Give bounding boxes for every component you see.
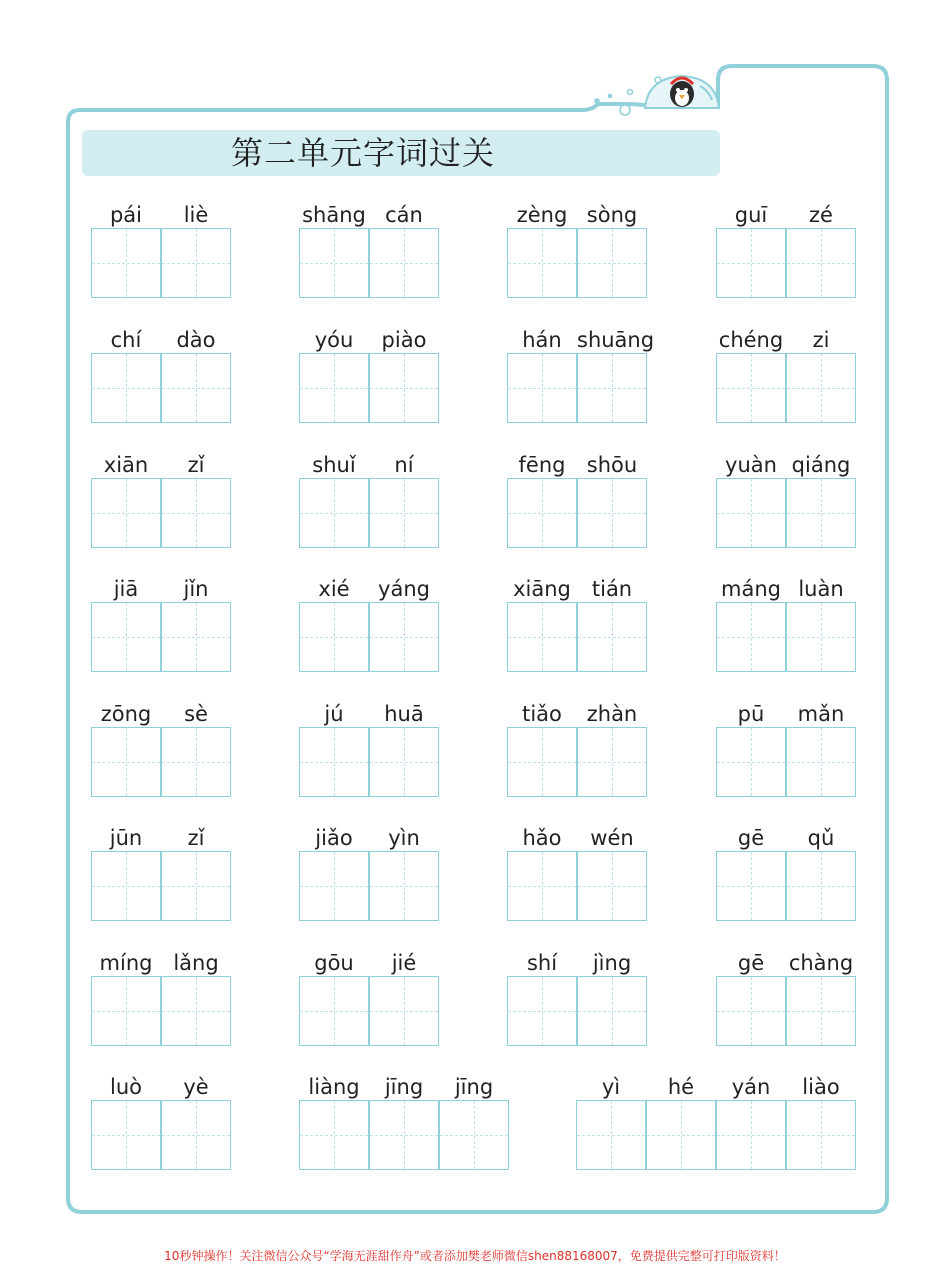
pinyin-label: xié [318, 577, 350, 601]
writing-cell[interactable] [299, 602, 369, 672]
word-box [299, 575, 439, 671]
writing-cell[interactable] [91, 478, 161, 548]
pinyin-label: jīng [454, 1075, 494, 1099]
word-box [716, 824, 856, 920]
pinyin-label: hán [522, 328, 562, 352]
writing-cell[interactable] [716, 851, 786, 921]
writing-cell[interactable] [786, 602, 856, 672]
word-box [299, 949, 439, 1045]
word-box [507, 949, 647, 1045]
word-box [716, 700, 856, 796]
pinyin-label: dào [176, 328, 216, 352]
pinyin-label: cán [385, 203, 423, 227]
writing-cell[interactable] [716, 727, 786, 797]
writing-cell[interactable] [91, 851, 161, 921]
word-box [576, 1073, 856, 1169]
word-box [507, 700, 647, 796]
writing-cell[interactable] [716, 228, 786, 298]
pinyin-label: shuāng [577, 328, 655, 352]
writing-cell[interactable] [161, 851, 231, 921]
writing-cell[interactable] [91, 976, 161, 1046]
writing-cell[interactable] [577, 851, 647, 921]
writing-cell[interactable] [161, 478, 231, 548]
pinyin-label: liào [802, 1075, 840, 1099]
pinyin-label: zǐ [187, 826, 205, 850]
pinyin-label: shí [526, 951, 558, 975]
writing-cell[interactable] [577, 478, 647, 548]
writing-cell[interactable] [299, 727, 369, 797]
word-box [299, 700, 439, 796]
title-banner [82, 130, 720, 176]
pinyin-label: sòng [586, 203, 638, 227]
pinyin-label: jiā [113, 577, 139, 601]
pinyin-label: yè [183, 1075, 209, 1099]
writing-cell[interactable] [716, 602, 786, 672]
pinyin-label: chí [110, 328, 142, 352]
pinyin-label: jú [324, 702, 344, 726]
writing-cell[interactable] [299, 228, 369, 298]
word-box [507, 201, 647, 297]
pinyin-label: wén [590, 826, 634, 850]
pinyin-label: pū [737, 702, 765, 726]
pinyin-label: yán [731, 1075, 771, 1099]
writing-cell[interactable] [91, 353, 161, 423]
pinyin-label: luò [110, 1075, 142, 1099]
pinyin-label: tiǎo [522, 702, 562, 726]
writing-cell[interactable] [299, 353, 369, 423]
writing-cell[interactable] [161, 353, 231, 423]
writing-cell[interactable] [369, 602, 439, 672]
pinyin-label: huā [384, 702, 424, 726]
word-box [716, 201, 856, 297]
writing-cell[interactable] [299, 851, 369, 921]
pinyin-label: jǐn [183, 577, 209, 601]
pinyin-label: fēng [518, 453, 566, 477]
writing-cell[interactable] [161, 228, 231, 298]
pinyin-label: qiáng [791, 453, 851, 477]
writing-cell[interactable] [369, 727, 439, 797]
writing-cell[interactable] [507, 602, 577, 672]
pinyin-label: zèng [516, 203, 568, 227]
writing-cell[interactable] [716, 1100, 786, 1170]
writing-cell[interactable] [646, 1100, 716, 1170]
writing-cell[interactable] [576, 1100, 646, 1170]
pinyin-label: piào [381, 328, 427, 352]
pinyin-label: liàng [308, 1075, 360, 1099]
writing-cell[interactable] [716, 353, 786, 423]
writing-cell[interactable] [299, 976, 369, 1046]
writing-cell[interactable] [161, 1100, 231, 1170]
writing-cell[interactable] [299, 478, 369, 548]
writing-cell[interactable] [369, 851, 439, 921]
writing-cell[interactable] [507, 228, 577, 298]
word-box [716, 575, 856, 671]
pinyin-label: liè [183, 203, 209, 227]
writing-cell[interactable] [786, 1100, 856, 1170]
pinyin-label: gōu [314, 951, 354, 975]
writing-cell[interactable] [716, 478, 786, 548]
footer-note: 10秒钟操作！关注微信公众号“学海无涯甜作舟”或者添加樊老师微信shen88168007，免费提供完整可打印版资料！ [164, 1249, 786, 1263]
word-box [91, 575, 231, 671]
pinyin-label: chàng [788, 951, 854, 975]
word-box [299, 824, 439, 920]
pinyin-label: zōng [100, 702, 152, 726]
writing-cell[interactable] [786, 976, 856, 1046]
word-box [91, 451, 231, 547]
writing-cell[interactable] [716, 976, 786, 1046]
pinyin-label: jiǎo [315, 826, 353, 850]
writing-cell[interactable] [161, 727, 231, 797]
writing-cell[interactable] [507, 976, 577, 1046]
word-box [507, 451, 647, 547]
pinyin-label: zé [809, 203, 833, 227]
pinyin-label: jié [391, 951, 417, 975]
penguin-icon [645, 76, 719, 108]
pinyin-label: jūn [109, 826, 143, 850]
writing-cell[interactable] [91, 602, 161, 672]
pinyin-label: hǎo [522, 826, 562, 850]
word-box [716, 949, 856, 1045]
writing-cell[interactable] [577, 353, 647, 423]
writing-cell[interactable] [786, 478, 856, 548]
writing-cell[interactable] [507, 727, 577, 797]
pinyin-label: luàn [798, 577, 844, 601]
writing-cell[interactable] [161, 602, 231, 672]
pinyin-label: guī [734, 203, 768, 227]
pinyin-label: ní [394, 453, 414, 477]
pinyin-label: míng [99, 951, 153, 975]
writing-cell[interactable] [369, 228, 439, 298]
pinyin-label: shāng [302, 203, 366, 227]
pinyin-label: hé [667, 1075, 695, 1099]
writing-cell[interactable] [507, 851, 577, 921]
pinyin-label: lǎng [173, 951, 219, 975]
pinyin-label: yóu [314, 328, 354, 352]
pinyin-label: yì [601, 1075, 621, 1099]
writing-cell[interactable] [369, 1100, 439, 1170]
word-box [299, 451, 439, 547]
pinyin-label: zhàn [586, 702, 638, 726]
word-box [91, 326, 231, 422]
word-box [716, 326, 856, 422]
pinyin-label: zi [812, 328, 830, 352]
pinyin-label: yuàn [725, 453, 777, 477]
word-box [91, 700, 231, 796]
writing-cell[interactable] [507, 478, 577, 548]
word-box [91, 201, 231, 297]
pinyin-label: pái [109, 203, 143, 227]
pinyin-label: sè [184, 702, 208, 726]
word-box [716, 451, 856, 547]
word-box [299, 201, 439, 297]
writing-cell[interactable] [91, 1100, 161, 1170]
writing-cell[interactable] [786, 228, 856, 298]
pinyin-label: mǎn [797, 702, 845, 726]
writing-cell[interactable] [786, 353, 856, 423]
pinyin-label: tián [591, 577, 633, 601]
pinyin-label: máng [721, 577, 781, 601]
word-box [91, 949, 231, 1045]
pinyin-label: shōu [586, 453, 638, 477]
word-box [91, 824, 231, 920]
writing-cell[interactable] [439, 1100, 509, 1170]
writing-cell[interactable] [369, 976, 439, 1046]
writing-cell[interactable] [161, 976, 231, 1046]
word-box [299, 1073, 509, 1169]
pinyin-label: xiān [103, 453, 149, 477]
pinyin-label: jīng [384, 1075, 424, 1099]
writing-cell[interactable] [577, 228, 647, 298]
pinyin-label: xiāng [513, 577, 571, 601]
page-title [82, 130, 720, 176]
pinyin-label: gē [737, 951, 765, 975]
word-box [507, 575, 647, 671]
pinyin-label: chéng [718, 328, 784, 352]
word-box [91, 1073, 231, 1169]
writing-cell[interactable] [577, 602, 647, 672]
pinyin-label: jìng [592, 951, 632, 975]
writing-cell[interactable] [299, 1100, 369, 1170]
writing-cell[interactable] [369, 353, 439, 423]
writing-cell[interactable] [507, 353, 577, 423]
writing-cell[interactable] [91, 727, 161, 797]
pinyin-label: qǔ [807, 826, 835, 850]
writing-cell[interactable] [369, 478, 439, 548]
writing-cell[interactable] [91, 228, 161, 298]
page-title-text: 第二单元字词过关 [230, 134, 495, 172]
pinyin-label: yìn [388, 826, 420, 850]
pinyin-label: yáng [378, 577, 430, 601]
word-box [507, 824, 647, 920]
pinyin-label: shuǐ [312, 453, 356, 477]
writing-cell[interactable] [786, 727, 856, 797]
pinyin-label: zǐ [187, 453, 205, 477]
word-box [507, 326, 655, 422]
writing-cell[interactable] [577, 727, 647, 797]
writing-cell[interactable] [786, 851, 856, 921]
word-box [299, 326, 439, 422]
pinyin-label: gē [737, 826, 765, 850]
writing-cell[interactable] [577, 976, 647, 1046]
